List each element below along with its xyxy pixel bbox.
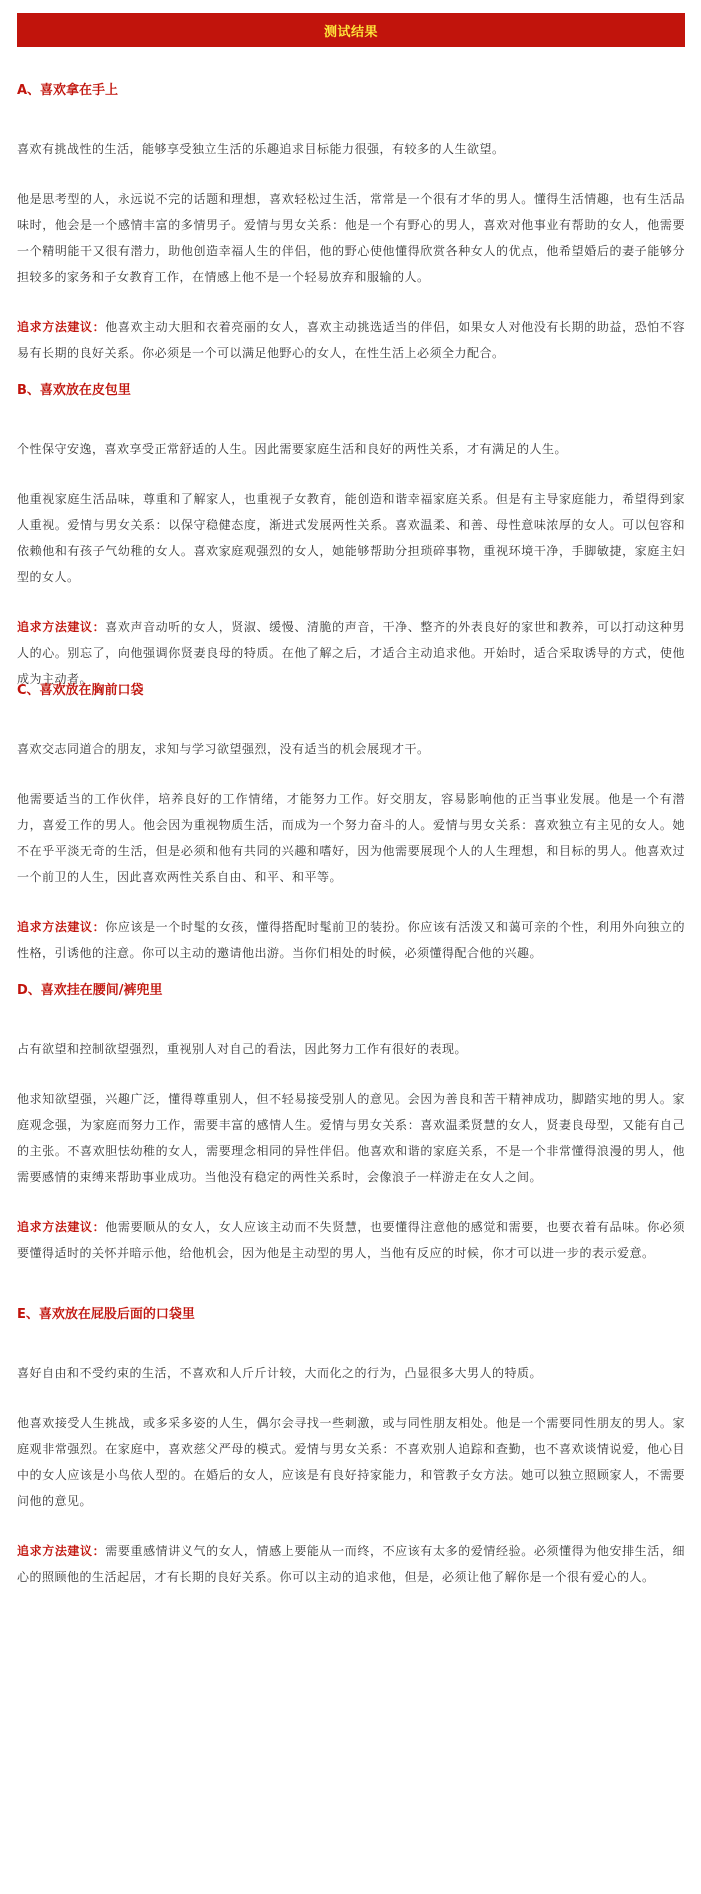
section-tip bbox=[17, 914, 685, 966]
section-detail: 他喜欢接受人生挑战，或多采多姿的人生，偶尔会寻找一些刺激，或与同性朋友相处。他是一个需要同性朋友的男人。家庭观非常强烈。在家庭中，喜欢慈父严母的模式。爱情与男女关系：不喜欢别人追踪和查勤，也不喜欢谈情说爱，他心目中的女人应该是小鸟依人型的。在婚后的女人，应该是有良好持家能力，和管教子女方法。她可以独立照顾家人，不需要问他的意见。 bbox=[17, 1416, 685, 1508]
section-c bbox=[17, 681, 685, 966]
result-banner bbox=[17, 13, 685, 47]
section-summary: 喜欢交志同道合的朋友，求知与学习欲望强烈，没有适当的机会展现才干。 bbox=[17, 742, 430, 756]
section-summary: 占有欲望和控制欲望强烈，重视别人对自己的看法，因此努力工作有很好的表现。 bbox=[17, 1042, 468, 1056]
tip-label: 追求方法建议： bbox=[17, 920, 106, 934]
section-summary: 喜好自由和不受约束的生活，不喜欢和人斤斤计较，大而化之的行为，凸显很多大男人的特质。 bbox=[17, 1366, 543, 1380]
section-tip bbox=[17, 1214, 685, 1266]
tip-text: 喜欢声音动听的女人，贤淑、缓慢、清脆的声音，干净、整齐的外表良好的家世和教养，可以打动这种男人的心。别忘了，向他强调你贤妻良母的特质。在他了解之后，才适合主动追求他。开始时，适合采取诱导的方式，使他成为主动者。 bbox=[17, 620, 685, 686]
section-title: C、喜欢放在胸前口袋 bbox=[17, 683, 144, 698]
tip-text: 他喜欢主动大胆和衣着亮丽的女人，喜欢主动挑选适当的伴侣，如果女人对他没有长期的助益，恐怕不容易有长期的良好关系。你必须是一个可以满足他野心的女人，在性生活上必须全力配合。 bbox=[17, 320, 685, 360]
tip-text: 你应该是一个时髦的女孩，懂得搭配时髦前卫的装扮。你应该有活泼又和蔼可亲的个性，利用外向独立的性格，引诱他的注意。你可以主动的邀请他出游。当你们相处的时候，必须懂得配合他的兴趣。 bbox=[17, 920, 685, 960]
tip-label: 追求方法建议： bbox=[17, 320, 106, 334]
section-b bbox=[17, 381, 685, 692]
section-detail: 他需要适当的工作伙伴，培养良好的工作情绪，才能努力工作。好交朋友，容易影响他的正当事业发展。他是一个有潜力，喜爱工作的男人。他会因为重视物质生活，而成为一个努力奋斗的人。爱情与男女关系：喜欢独立有主见的女人。她不在乎平淡无奇的生活，但是必须和他有共同的兴趣和嗜好，因为他需要展现个人的人生理想，和目标的男人。他喜欢过一个前卫的人生，因此喜欢两性关系自由、和平、和平等。 bbox=[17, 792, 685, 884]
section-tip bbox=[17, 1538, 685, 1590]
tip-label: 追求方法建议： bbox=[17, 620, 106, 634]
section-tip bbox=[17, 314, 685, 366]
section-detail: 他重视家庭生活品味，尊重和了解家人，也重视子女教育，能创造和谐幸福家庭关系。但是有主导家庭能力，希望得到家人重视。爱情与男女关系：以保守稳健态度，渐进式发展两性关系。喜欢温柔、和善、母性意味浓厚的女人。可以包容和依赖他和有孩子气幼稚的女人。喜欢家庭观强烈的女人，她能够帮助分担琐碎事物，重视环境干净，手脚敏捷，家庭主妇型的女人。 bbox=[17, 492, 685, 584]
section-detail: 他求知欲望强，兴趣广泛，懂得尊重别人，但不轻易接受别人的意见。会因为善良和苦干精神成功，脚踏实地的男人。家庭观念强，为家庭而努力工作，需要丰富的感情人生。爱情与男女关系：喜欢温柔贤慧的女人，贤妻良母型，又能有自己的主张。不喜欢胆怯幼稚的女人，需要理念相同的异性伴侣。他喜欢和谐的家庭关系，不是一个非常懂得浪漫的男人，他需要感情的束缚来帮助事业成功。当他没有稳定的两性关系时，会像浪子一样游走在女人之间。 bbox=[17, 1092, 685, 1184]
section-e bbox=[17, 1305, 685, 1590]
tip-label: 追求方法建议： bbox=[17, 1220, 106, 1234]
tip-label: 追求方法建议： bbox=[17, 1544, 106, 1558]
section-detail: 他是思考型的人，永远说不完的话题和理想，喜欢轻松过生活，常常是一个很有才华的男人。懂得生活情趣，也有生活品味时，他会是一个感情丰富的多情男子。爱情与男女关系：他是一个有野心的男人，喜欢对他事业有帮助的女人，他需要一个精明能干又很有潜力，助他创造幸福人生的伴侣，他的野心使他懂得欣赏各种女人的优点，他希望婚后的妻子能够分担较多的家务和子女教育工作，在情感上他不是一个轻易放弃和服输的人。 bbox=[17, 192, 685, 284]
tip-text: 他需要顺从的女人，女人应该主动而不失贤慧，也要懂得注意他的感觉和需要，也要衣着有品味。你必须要懂得适时的关怀并暗示他，给他机会，因为他是主动型的男人，当他有反应的时候，你才可以进一步的表示爱意。 bbox=[17, 1220, 685, 1260]
section-d bbox=[17, 981, 685, 1266]
tip-text: 需要重感情讲义气的女人，情感上要能从一而终，不应该有太多的爱情经验。必须懂得为他安排生活，细心的照顾他的生活起居，才有长期的良好关系。你可以主动的追求他，但是，必须让他了解你是一个很有爱心的人。 bbox=[17, 1544, 685, 1584]
section-summary: 喜欢有挑战性的生活，能够享受独立生活的乐趣追求目标能力很强，有较多的人生欲望。 bbox=[17, 142, 505, 156]
section-title: D、喜欢挂在腰间/裤兜里 bbox=[17, 983, 163, 998]
section-a bbox=[17, 81, 685, 366]
section-title: E、喜欢放在屁股后面的口袋里 bbox=[17, 1307, 195, 1322]
section-title: A、喜欢拿在手上 bbox=[17, 83, 119, 98]
section-summary: 个性保守安逸，喜欢享受正常舒适的人生。因此需要家庭生活和良好的两性关系，才有满足的人生。 bbox=[17, 442, 568, 456]
section-title: B、喜欢放在皮包里 bbox=[17, 383, 131, 398]
page-title: 测试结果 bbox=[323, 24, 378, 40]
